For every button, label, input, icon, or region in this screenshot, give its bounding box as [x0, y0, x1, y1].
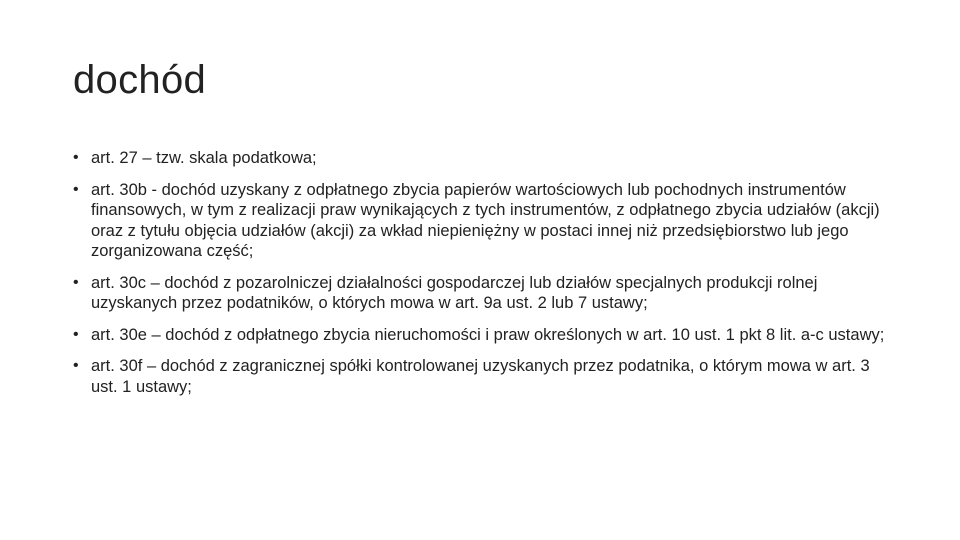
bullet-item — [73, 273, 893, 314]
bullet-dot-icon: • — [73, 180, 79, 198]
bullet-dot-icon: • — [73, 357, 79, 374]
bullet-text: art. 30f – dochód z zagranicznej spółki kontrolowanej uzyskanych przez podatnika, o którym mowa w art. 3 ust. 1 ustawy; — [91, 357, 870, 396]
slide-title: dochód — [73, 58, 207, 102]
bullet-list — [73, 148, 893, 408]
bullet-text: art. 30c – dochód z pozarolniczej działalności gospodarczej lub działów specjalnych produkcji rolnej uzyskanych przez podatników, o których mowa w art. 9a ust. 2 lub 7 ustawy; — [91, 273, 818, 312]
bullet-item — [73, 180, 893, 262]
bullet-text: art. 30b - dochód uzyskany z odpłatnego zbycia papierów wartościowych lub pochodnych instrumentów finansowych, w tym z realizacji praw wynikających z tych instrumentów, z odpłatnego zbycia udziałów (akcji) oraz z tytułu objęcia udziałów (akcji) za wkład niepieniężny w postaci innej niż przedsiębiorstwo lub jego zorganizowana część; — [91, 180, 880, 260]
bullet-dot-icon: • — [73, 325, 79, 343]
bullet-text: art. 27 – tzw. skala podatkowa; — [91, 149, 317, 167]
bullet-item — [73, 356, 893, 397]
bullet-dot-icon: • — [73, 273, 79, 291]
bullet-dot-icon: • — [73, 149, 79, 166]
bullet-text: art. 30e – dochód z odpłatnego zbycia nieruchomości i praw określonych w art. 10 ust. 1 pkt 8 lit. a-c ustawy; — [91, 325, 885, 344]
bullet-item — [73, 325, 893, 346]
bullet-item — [73, 148, 893, 169]
